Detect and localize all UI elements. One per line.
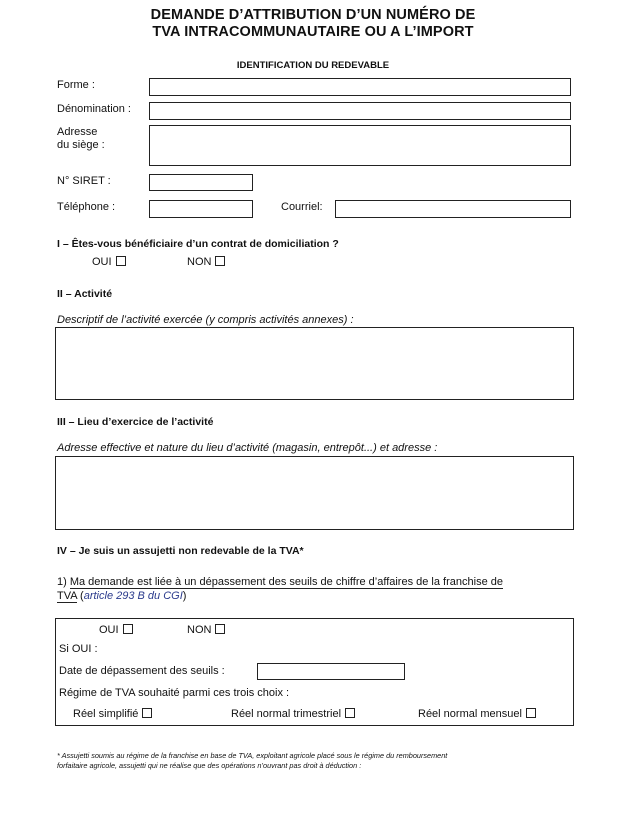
footnote — [57, 751, 577, 771]
section4-title: IV – Je suis un assujetti non redevable de la TVA* — [57, 545, 304, 557]
footnote-line2: forfaitaire agricole, assujetti qui ne réalise que des opérations n’ouvrant pas droit à déduction : — [57, 761, 362, 770]
siret-field[interactable] — [149, 174, 253, 191]
identification-heading: IDENTIFICATION DU REDEVABLE — [236, 60, 390, 71]
section4-non-option — [187, 624, 225, 636]
reel-mensuel-label: Réel normal mensuel — [418, 708, 522, 720]
section4-non-checkbox[interactable] — [215, 624, 225, 634]
section1-oui-checkbox[interactable] — [116, 256, 126, 266]
section2-title: II – Activité — [57, 288, 113, 300]
section2-prompt: Descriptif de l’activité exercée (y compris activités annexes) : — [57, 314, 354, 326]
section3-prompt: Adresse effective et nature du lieu d’activité (magasin, entrepôt...) et adresse : — [57, 442, 438, 454]
telephone-field[interactable] — [149, 200, 253, 218]
section4-q1-line2 — [57, 590, 186, 602]
section1-oui-option — [92, 256, 126, 268]
section4-q1-reference: article 293 B du CGI — [83, 590, 183, 602]
forme-label: Forme : — [57, 79, 95, 91]
denomination-field[interactable] — [149, 102, 571, 120]
footnote-line1: * Assujetti soumis au régime de la franchise en base de TVA, exploitant agricole placé sous le régime du remboursement — [57, 751, 448, 760]
adresse-label-line2: du siège : — [57, 139, 105, 151]
telephone-label: Téléphone : — [57, 201, 116, 213]
courriel-label: Courriel: — [281, 201, 323, 213]
section1-non-option — [187, 256, 225, 268]
section4-oui-checkbox[interactable] — [123, 624, 133, 634]
section4-oui-label: OUI — [99, 624, 119, 636]
denomination-label: Dénomination : — [57, 103, 131, 115]
date-depassement-field[interactable] — [257, 663, 405, 680]
date-depassement-label: Date de dépassement des seuils : — [59, 665, 225, 677]
regime-label: Régime de TVA souhaité parmi ces trois choix : — [59, 687, 290, 699]
section4-q1-open-paren: ( — [76, 590, 84, 602]
adresse-label-line1: Adresse — [57, 126, 98, 138]
section4-q1-line1 — [57, 576, 503, 588]
section4-q1-tva: TVA — [57, 590, 77, 602]
section1-oui-label: OUI — [92, 256, 112, 268]
reel-trimestriel-checkbox[interactable] — [345, 708, 355, 718]
activite-description-field[interactable] — [55, 327, 574, 400]
reel-trimestriel-option — [231, 708, 355, 720]
form-title-line1: DEMANDE D’ATTRIBUTION D’UN NUMÉRO DE — [150, 7, 476, 23]
section4-q1-text: Ma demande est liée à un dépassement des seuils de chiffre d’affaires de la franchise de — [69, 576, 503, 588]
si-oui-label: Si OUI : — [59, 643, 98, 655]
siret-label: N° SIRET : — [57, 175, 111, 187]
reel-trimestriel-label: Réel normal trimestriel — [231, 708, 342, 720]
section1-non-label: NON — [187, 256, 212, 268]
reel-simplifie-label: Réel simplifié — [73, 708, 139, 720]
section1-non-checkbox[interactable] — [215, 256, 225, 266]
section4-q1-close-paren: ) — [182, 590, 187, 602]
reel-simplifie-option — [73, 708, 152, 720]
lieu-activite-field[interactable] — [55, 456, 574, 530]
courriel-field[interactable] — [335, 200, 571, 218]
form-title-line2: TVA INTRACOMMUNAUTAIRE OU A L’IMPORT — [152, 24, 474, 40]
section4-q1-number: 1) — [57, 576, 67, 588]
adresse-field[interactable] — [149, 125, 571, 166]
reel-simplifie-checkbox[interactable] — [142, 708, 152, 718]
section4-non-label: NON — [187, 624, 212, 636]
section3-title: III – Lieu d’exercice de l’activité — [57, 416, 214, 428]
section1-title: I – Êtes-vous bénéficiaire d’un contrat de domiciliation ? — [57, 238, 339, 250]
section4-oui-option — [99, 624, 133, 636]
forme-field[interactable] — [149, 78, 571, 96]
reel-mensuel-checkbox[interactable] — [526, 708, 536, 718]
reel-mensuel-option — [418, 708, 536, 720]
